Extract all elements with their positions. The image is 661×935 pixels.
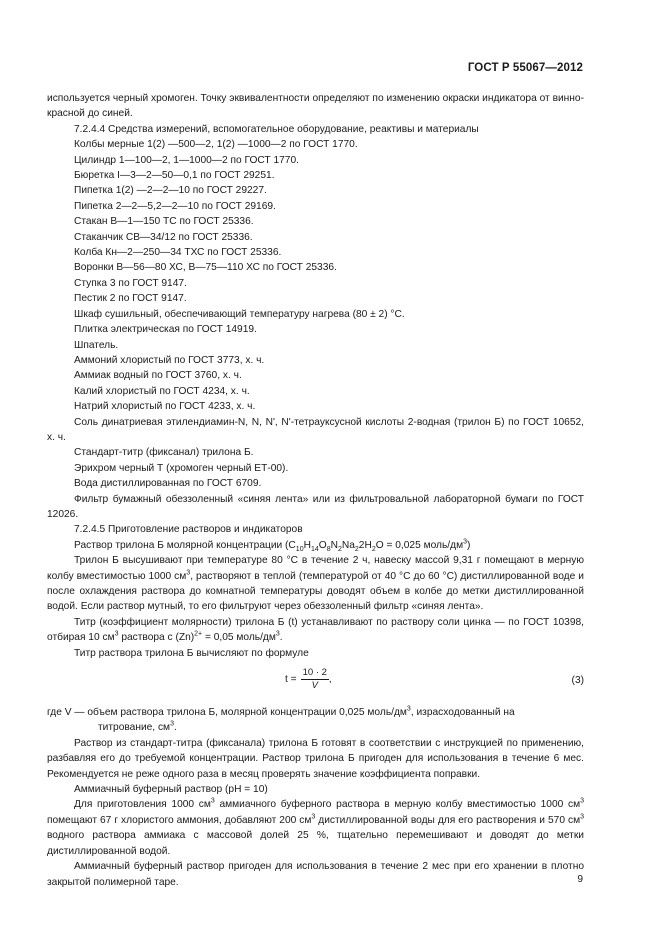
paragraph-trilon-salt: Соль динатриевая этилендиамин-N, N, N', N'-тетрауксусной кислоты 2-водная (трилон Б) по ГОСТ 10652, х. ч. <box>47 416 584 443</box>
paragraph-buffer-prep: Для приготовления 1000 $см^3$ аммиачного буферного раствора в мерную колбу вместимостью 1000 $см^3$ помещают 67 г хлористого аммония, добавляют 200 $см^3$ дистиллированной воды для его растворения и 570 $см^3$ водного раствора аммиака с массовой долей 25 %, тщательно перемешивают и доводят до метки дистиллированной водой. <box>47 798 584 857</box>
list-item: Бюретка I—3—2—50—0,1 по ГОСТ 29251. <box>74 170 275 182</box>
where-line-2: титрование, $см^3$. <box>98 721 177 734</box>
list-item: Пипетка 2—2—5,2—2—10 по ГОСТ 29169. <box>74 200 276 212</box>
list-item: Ступка 3 по ГОСТ 9147. <box>74 277 187 289</box>
formula-3 <box>47 665 584 699</box>
list-item: Стандарт-титр (фиксанал) трилона Б. <box>74 447 254 459</box>
list-item: Шпатель. <box>74 339 119 351</box>
list-item: Стакан В—1—150 ТС по ГОСТ 25336. <box>74 216 254 228</box>
list-item: Цилиндр 1—100—2, 1—1000—2 по ГОСТ 1770. <box>74 154 299 166</box>
document-body <box>47 91 584 890</box>
formula-lhs: t = <box>285 673 297 685</box>
formula-denominator: V <box>311 680 318 692</box>
section-heading-7-2-4-5: 7.2.4.5 Приготовление растворов и индикаторов <box>74 524 303 536</box>
paragraph-filter: Фильтр бумажный обеззоленный «синяя лента» или из фильтровальной лабораторной бумаги по ГОСТ 12026. <box>47 493 584 520</box>
paragraph-buffer-storage: Аммиачный буферный раствор пригоден для использования в течение 2 мес при его хранении в плотно закрытой полимерной таре. <box>47 861 584 888</box>
standard-header: ГОСТ Р 55067—2012 <box>467 62 583 74</box>
formula-number: (3) <box>571 675 584 687</box>
paragraph-buffer-title: Аммиачный буферный раствор (pH = 10) <box>74 784 268 796</box>
paragraph-intro: используется черный хромоген. Точку эквивалентности определяют по изменению окраски индикатора от винно-красной до синей. <box>47 93 584 120</box>
formula-where-clause <box>47 705 584 736</box>
list-item: Колба Кн—2—250—34 ТХС по ГОСТ 25336. <box>74 247 282 259</box>
list-item: Плитка электрическая по ГОСТ 14919. <box>74 324 257 336</box>
list-item: Натрий хлористый по ГОСТ 4233, х. ч. <box>74 401 256 413</box>
formula-expression <box>285 667 332 692</box>
list-item: Вода дистиллированная по ГОСТ 6709. <box>74 478 262 490</box>
list-item: Пипетка 1(2) —2—2—10 по ГОСТ 29227. <box>74 185 267 197</box>
paragraph-drying: Трилон Б высушивают при температуре 80 °С в течение 2 ч, навеску массой 9,31 г помещают в мерную колбу вместимостью 1000 $см^3$, растворяют в теплой (температурой от 40 °С до 60 °С) дистиллированной воде и после охлаждения раствора до комнатной температуры доводят объем в колбе до метки дистиллированной водой. Если раствор мутный, то его фильтруют через обеззоленный фильтр «синяя лента». <box>47 555 584 613</box>
page-number: 9 <box>577 874 583 885</box>
paragraph-fixanal: Раствор из стандарт-титра (фиксанала) трилона Б готовят в соответствии с инструкцией по применению, разбавляя его до требуемой концентрации. Раствор трилона Б пригоден для использования в течение 6 мес. Рекомендуется не реже одного раза в месяц проверять значение коэффициента поправки. <box>47 737 584 780</box>
list-item: Пестик 2 по ГОСТ 9147. <box>74 293 187 305</box>
section-heading-7-2-4-4: 7.2.4.4 Средства измерений, вспомогательное оборудование, реактивы и материалы <box>74 123 479 135</box>
formula-tail: , <box>328 673 332 685</box>
paragraph-calc: Титр раствора трилона Б вычисляют по формуле <box>74 647 309 659</box>
list-item: Колбы мерные 1(2) —500—2, 1(2) —1000—2 по ГОСТ 1770. <box>74 139 358 151</box>
paragraph-titer: Титр (коэффициент молярности) трилона Б (t) устанавливают по раствору соли цинка — по ГОСТ 10398, отбирая 10 $см^3$ раствора с $(Zn)^{2+} = 0,05$ моль/$дм^3$. <box>47 616 584 644</box>
list-item: Стаканчик СВ—34/12 по ГОСТ 25336. <box>74 231 253 243</box>
where-line-1: где V — объем раствора трилона Б, молярной концентрации 0,025 моль/$дм^3$, израсходованный на <box>47 705 515 719</box>
formula-numerator: 10 · 2 <box>302 667 327 679</box>
list-item: Эрихром черный Т (хромоген черный ЕТ-00). <box>74 462 289 474</box>
list-item: Воронки В—56—80 ХС, В—75—110 ХС по ГОСТ 25336. <box>74 262 337 274</box>
list-item: Калий хлористый по ГОСТ 4234, х. ч. <box>74 385 250 397</box>
list-item: Аммоний хлористый по ГОСТ 3773, х. ч. <box>74 354 265 366</box>
solution-concentration-line: Раствор трилона Б молярной концентрации ($C_{10}H_{14}O_8N_2Na_22H_2O = 0,025$ моль/$дм^3$) <box>74 538 471 553</box>
list-item: Аммиак водный по ГОСТ 3760, х. ч. <box>74 370 242 382</box>
list-item: Шкаф сушильный, обеспечивающий температуру нагрева (80 ± 2) °С. <box>74 308 405 320</box>
formula-fraction <box>301 667 329 692</box>
